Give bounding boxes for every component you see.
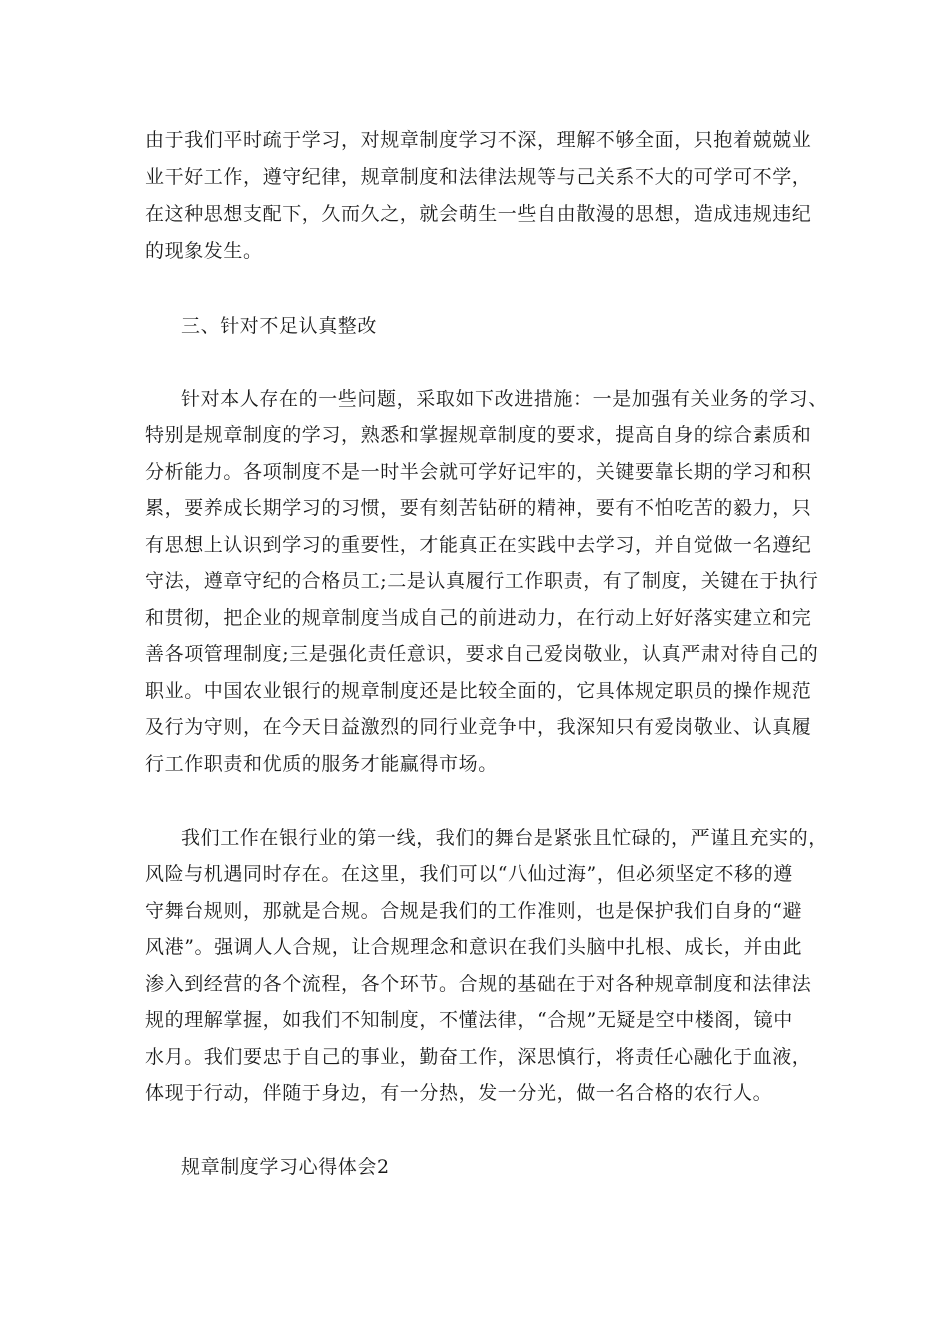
text-line: 风港”。强调人人合规，让合规理念和意识在我们头脑中扎根、成长，并由此 bbox=[145, 936, 803, 958]
text-line: 及行为守则，在今天日益激烈的同行业竞争中，我深知只有爱岗敬业、认真履 bbox=[145, 716, 812, 738]
text-line: 风险与机遇同时存在。在这里，我们可以“八仙过海”，但必须坚定不移的遵 bbox=[145, 863, 793, 885]
text-line: 善各项管理制度;三是强化责任意识，要求自己爱岗敬业，认真严肃对待自己的 bbox=[145, 643, 819, 665]
text-line: 渗入到经营的各个流程，各个环节。合规的基础在于对各种规章制度和法律法 bbox=[145, 973, 812, 995]
text-line: 业干好工作，遵守纪律，规章制度和法律法规等与己关系不大的可学可不学， bbox=[145, 166, 812, 188]
text-line: 的现象发生。 bbox=[145, 240, 263, 262]
text-line: 水月。我们要忠于自己的事业，勤奋工作，深思慎行，将责任心融化于血液， bbox=[145, 1046, 812, 1068]
text-line: 守法，遵章守纪的合格员工;二是认真履行工作职责，有了制度，关键在于执行 bbox=[145, 570, 819, 592]
text-line: 由于我们平时疏于学习，对规章制度学习不深，理解不够全面，只抱着兢兢业 bbox=[145, 129, 812, 151]
text-line: 有思想上认识到学习的重要性，才能真正在实践中去学习，并自觉做一名遵纪 bbox=[145, 534, 812, 556]
next-section-title: 规章制度学习心得体会2 bbox=[181, 1156, 390, 1178]
text-line: 针对本人存在的一些问题，采取如下改进措施：一是加强有关业务的学习、 bbox=[181, 388, 828, 410]
text-line: 体现于行动，伴随于身边，有一分热，发一分光，做一名合格的农行人。 bbox=[145, 1082, 773, 1104]
text-line: 行工作职责和优质的服务才能赢得市场。 bbox=[145, 753, 498, 775]
text-line: 分析能力。各项制度不是一时半会就可学好记牢的，关键要靠长期的学习和积 bbox=[145, 461, 812, 483]
text-line: 累，要养成长期学习的习惯，要有刻苦钻研的精神，要有不怕吃苦的毅力，只 bbox=[145, 497, 812, 519]
text-line: 在这种思想支配下，久而久之，就会萌生一些自由散漫的思想，造成违规违纪 bbox=[145, 203, 812, 225]
section-heading: 三、针对不足认真整改 bbox=[181, 315, 378, 337]
text-line: 职业。中国农业银行的规章制度还是比较全面的，它具体规定职员的操作规范 bbox=[145, 680, 812, 702]
text-line: 规的理解掌握，如我们不知制度，不懂法律，“合规”无疑是空中楼阁，镜中 bbox=[145, 1009, 793, 1031]
text-line: 和贯彻，把企业的规章制度当成自己的前进动力，在行动上好好落实建立和完 bbox=[145, 607, 812, 629]
text-line: 守舞台规则，那就是合规。合规是我们的工作准则，也是保护我们自身的“避 bbox=[145, 900, 803, 922]
text-line: 我们工作在银行业的第一线，我们的舞台是紧张且忙碌的，严谨且充实的， bbox=[181, 827, 828, 849]
text-line: 特别是规章制度的学习，熟悉和掌握规章制度的要求，提高自身的综合素质和 bbox=[145, 424, 812, 446]
